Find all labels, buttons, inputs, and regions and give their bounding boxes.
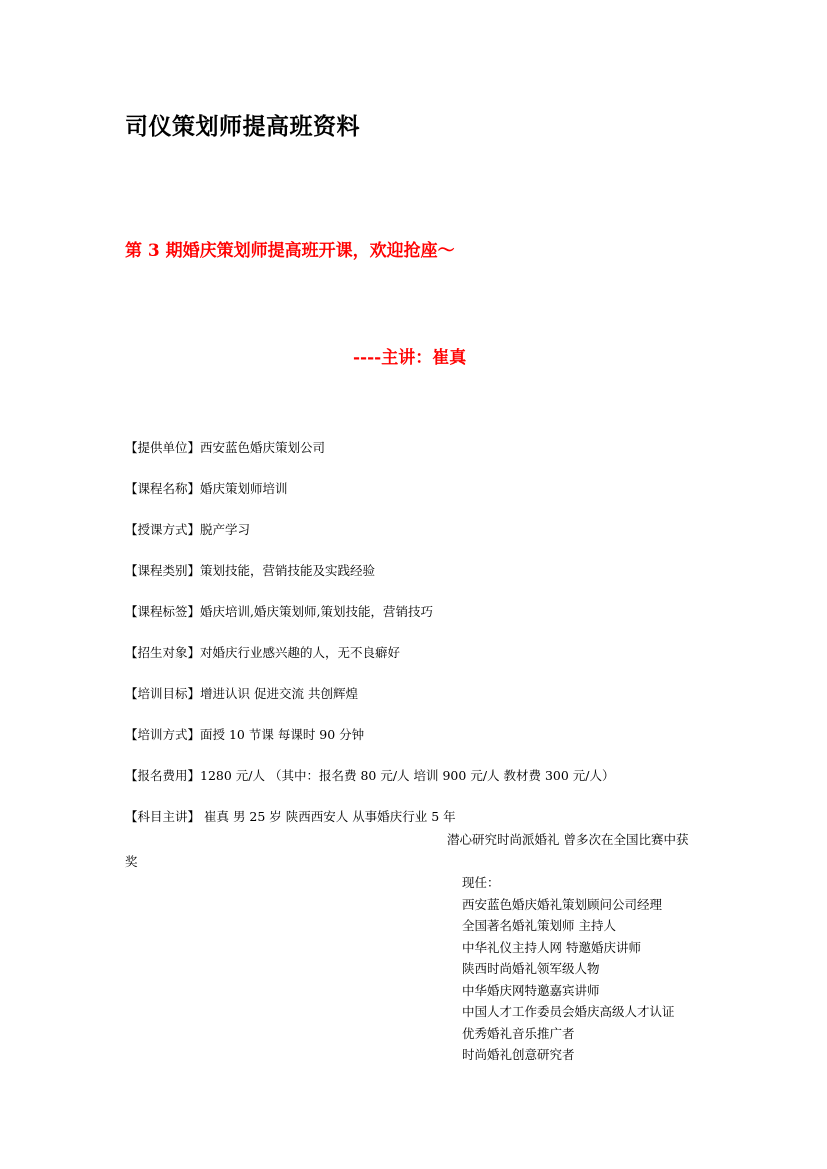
document-title: 司仪策划师提高班资料 (125, 113, 360, 140)
course-announcement: 第 3 期婚庆策划师提高班开课，欢迎抢座～ (125, 241, 455, 261)
field-target-students: 【招生对象】对婚庆行业感兴趣的人，无不良癖好 (125, 645, 401, 660)
field-teaching-mode: 【授课方式】脱产学习 (125, 522, 251, 537)
field-provider: 【提供单位】西安蓝色婚庆策划公司 (125, 440, 326, 455)
position-item: 优秀婚礼音乐推广者 (462, 1026, 575, 1041)
instructor-bio-continuation: 奖 (125, 854, 138, 869)
position-item: 陕西时尚婚礼领军级人物 (462, 961, 600, 976)
position-item: 西安蓝色婚庆婚礼策划顾问公司经理 (462, 897, 663, 912)
position-item: 中华婚庆网特邀嘉宾讲师 (462, 983, 600, 998)
field-course-tags: 【课程标签】婚庆培训,婚庆策划师,策划技能，营销技巧 (125, 604, 433, 619)
field-training-goal: 【培训目标】增进认识 促进交流 共创辉煌 (125, 686, 358, 701)
lecturer-line: ----主讲：崔真 (353, 348, 467, 368)
instructor-bio-line: 潜心研究时尚派婚礼 曾多次在全国比赛中获 (447, 832, 689, 847)
field-fees: 【报名费用】1280 元/人 （其中：报名费 80 元/人 培训 900 元/人 教材费 300 元/人） (125, 768, 615, 783)
field-course-name: 【课程名称】婚庆策划师培训 (125, 481, 288, 496)
position-item: 全国著名婚礼策划师 主持人 (462, 918, 616, 933)
field-training-method: 【培训方式】面授 10 节课 每课时 90 分钟 (125, 727, 365, 742)
position-item: 时尚婚礼创意研究者 (462, 1047, 575, 1062)
position-item: 中国人才工作委员会婚庆高级人才认证 (462, 1004, 675, 1019)
current-positions-label: 现任： (462, 875, 500, 890)
field-course-category: 【课程类别】策划技能，营销技能及实践经验 (125, 563, 376, 578)
position-item: 中华礼仪主持人网 特邀婚庆讲师 (462, 940, 641, 955)
field-instructor: 【科目主讲】 崔真 男 25 岁 陕西西安人 从事婚庆行业 5 年 (125, 809, 456, 824)
